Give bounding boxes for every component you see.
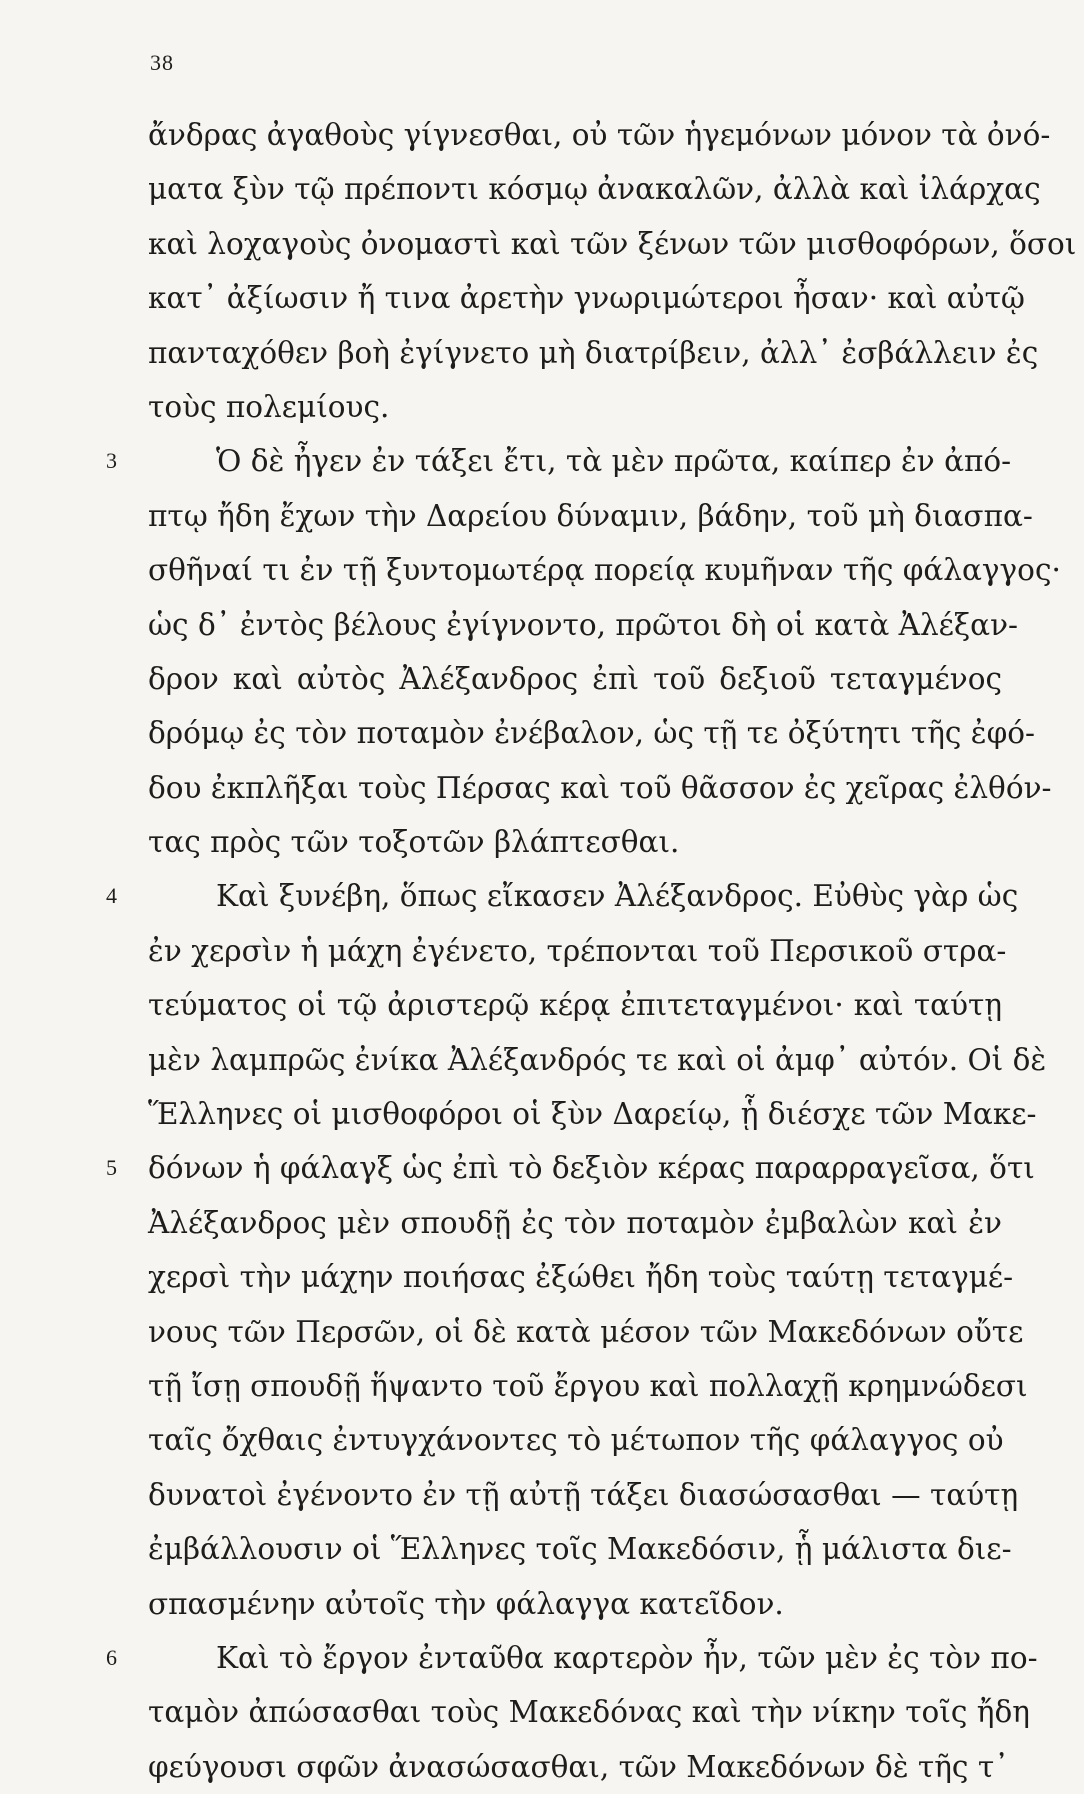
section-number: 6	[106, 1644, 117, 1670]
paragraph-3-line	[106, 434, 1012, 488]
text-line-content: Ὁ δὲ ἦγεν ἐν τάξει ἔτι, τὰ μὲν πρῶτα, καίπερ ἐν ἀπό-	[216, 444, 1012, 479]
text-line: δρον καὶ αὐτὸς Ἀλέξανδρος ἐπὶ τοῦ δεξιοῦ τεταγμένος	[148, 661, 1002, 696]
text-line-content: Καὶ τὸ ἔργον ἐνταῦθα καρτερὸν ἦν, τῶν μὲν ἐς τὸν πο-	[216, 1640, 1038, 1675]
section-number: 5	[106, 1155, 117, 1181]
paragraph-6-line	[106, 1631, 1038, 1685]
greek-text-block	[106, 108, 1077, 1794]
text-line: ἐμβάλλουσιν οἱ Ἕλληνες τοῖς Μακεδόσιν, ᾗ μάλιστα διε-	[148, 1532, 1012, 1567]
paragraph-4-line	[106, 869, 1019, 923]
text-line: σπασμένην αὐτοῖς τὴν φάλαγγα κατεῖδον.	[148, 1586, 784, 1621]
text-line: δρόμῳ ἐς τὸν ποταμὸν ἐνέβαλον, ὡς τῇ τε ὀξύτητι τῆς ἐφό-	[148, 716, 1036, 751]
text-line-content: Καὶ ξυνέβη, ὅπως εἴκασεν Ἀλέξανδρος. Εὐθὺς γὰρ ὡς	[216, 879, 1019, 914]
text-line: τοὺς πολεμίους.	[148, 389, 390, 424]
section-number: 3	[106, 448, 117, 474]
text-line: τῇ ἴσῃ σπουδῇ ἥψαντο τοῦ ἔργου καὶ πολλαχῇ κρημνώδεσι	[148, 1368, 1028, 1403]
text-line: Ἕλληνες οἱ μισθοφόροι οἱ ξὺν Δαρείῳ, ᾗ διέσχε τῶν Μακε-	[148, 1097, 1037, 1132]
text-line: πανταχόθεν βοὴ ἐγίγνετο μὴ διατρίβειν, ἀλλ᾽ ἐσβάλλειν ἐς	[148, 335, 1039, 370]
text-line: καὶ λοχαγοὺς ὀνομαστὶ καὶ τῶν ξένων τῶν μισθοφόρων, ὅσοι	[148, 226, 1077, 261]
paragraph-5-line	[106, 1141, 1035, 1195]
text-line: ἄνδρας ἀγαθοὺς γίγνεσθαι, οὐ τῶν ἡγεμόνων μόνον τὰ ὀνό-	[148, 118, 1051, 152]
section-number: 4	[106, 883, 117, 909]
text-line: ταμὸν ἀπώσασθαι τοὺς Μακεδόνας καὶ τὴν νίκην τοῖς ἤδη	[148, 1695, 1030, 1730]
text-line: ταῖς ὄχθαις ἐντυγχάνοντες τὸ μέτωπον τῆς φάλαγγος οὐ	[148, 1423, 1004, 1458]
text-line: τεύματος οἱ τῷ ἀριστερῷ κέρᾳ ἐπιτεταγμένοι· καὶ ταύτῃ	[148, 988, 1002, 1023]
text-line: πτῳ ἤδη ἔχων τὴν Δαρείου δύναμιν, βάδην, τοῦ μὴ διασπα-	[148, 498, 1033, 533]
text-line: σθῆναί τι ἐν τῇ ξυντομωτέρᾳ πορείᾳ κυμῆναν τῆς φάλαγγος·	[148, 553, 1061, 588]
text-line: ἐν χερσὶν ἡ μάχη ἐγένετο, τρέπονται τοῦ Περσικοῦ στρα-	[148, 933, 1007, 968]
text-line: νους τῶν Περσῶν, οἱ δὲ κατὰ μέσον τῶν Μακεδόνων οὔτε	[148, 1314, 1024, 1349]
page-number: 38	[150, 50, 174, 75]
text-line: κατ᾽ ἀξίωσιν ἤ τινα ἀρετὴν γνωριμώτεροι ἦσαν· καὶ αὐτῷ	[148, 281, 1025, 316]
text-line: ὡς δ᾽ ἐντὸς βέλους ἐγίγνοντο, πρῶτοι δὴ οἱ κατὰ Ἀλέξαν-	[148, 607, 1018, 642]
text-line: δυνατοὶ ἐγένοντο ἐν τῇ αὐτῇ τάξει διασώσασθαι — ταύτῃ	[148, 1477, 1019, 1512]
text-line: χερσὶ τὴν μάχην ποιήσας ἐξώθει ἤδη τοὺς ταύτῃ τεταγμέ-	[148, 1260, 1014, 1295]
text-line: μὲν λαμπρῶς ἐνίκα Ἀλέξανδρός τε καὶ οἱ ἀμφ᾽ αὐτόν. Οἱ δὲ	[148, 1042, 1047, 1077]
text-line: ματα ξὺν τῷ πρέποντι κόσμῳ ἀνακαλῶν, ἀλλὰ καὶ ἰλάρχας	[148, 172, 1041, 207]
text-line: Ἀλέξανδρος μὲν σπουδῇ ἐς τὸν ποταμὸν ἐμβαλὼν καὶ ἐν	[148, 1205, 1002, 1240]
text-line-content: δόνων ἡ φάλαγξ ὡς ἐπὶ τὸ δεξιὸν κέρας παραρραγεῖσα, ὅτι	[148, 1151, 1035, 1186]
text-line: δου ἐκπλῆξαι τοὺς Πέρσας καὶ τοῦ θᾶσσον ἐς χεῖρας ἐλθόν-	[148, 770, 1052, 805]
text-line: τας πρὸς τῶν τοξοτῶν βλάπτεσθαι.	[148, 825, 680, 860]
text-line: φεύγουσι σφῶν ἀνασώσασθαι, τῶν Μακεδόνων δὲ τῆς τ᾽	[148, 1749, 1009, 1784]
